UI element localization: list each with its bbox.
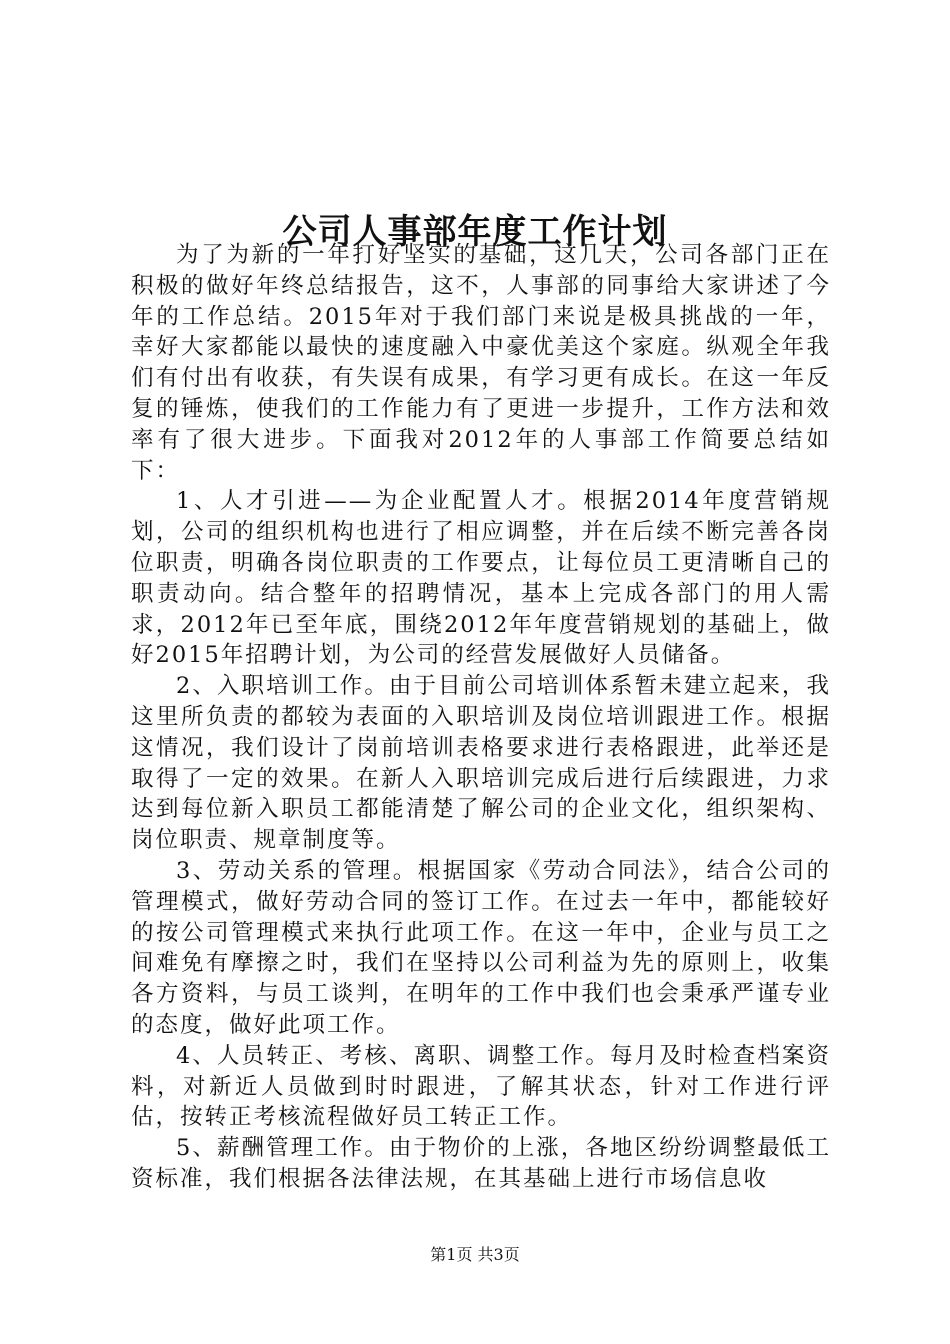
page-number-footer: 第1页 共3页 [430,1245,520,1264]
section-3-labor-relations: 3、劳动关系的管理。根据国家《劳动合同法》，结合公司的管理模式，做好劳动合同的签订工作。在过去一年中，都能较好的按公司管理模式来执行此项工作。在这一年中，企业与员工之间难免有摩擦之时，我们在坚持以公司利益为先的原则上，收集各方资料，与员工谈判，在明年的工作中我们也会秉承严谨专业的态度，做好此项工作。 [131,857,831,1038]
section-1-talent-recruitment: 1、人才引进——为企业配置人才。根据2014年度营销规划，公司的组织机构也进行了相应调整，并在后续不断完善各岗位职责，明确各岗位职责的工作要点，让每位员工更清晰自己的职责动向。结合整年的招聘情况，基本上完成各部门的用人需求，2012年已至年底，围绕2012年年度营销规划的基础上，做好2015年招聘计划，为公司的经营发展做好人员储备。 [131,488,831,669]
section-4-personnel-changes: 4、人员转正、考核、离职、调整工作。每月及时检查档案资料，对新近人员做到时时跟进，了解其状态，针对工作进行评估，按转正考核流程做好员工转正工作。 [131,1042,831,1131]
document-body [131,240,831,1195]
intro-paragraph: 为了为新的一年打好坚实的基础，这几天，公司各部门正在积极的做好年终总结报告，这不，人事部的同事给大家讲述了今年的工作总结。2015年对于我们部门来说是极具挑战的一年，幸好大家都能以最快的速度融入中豪优美这个家庭。纵观全年我们有付出有收获，有失误有成果，有学习更有成长。在这一年反复的锤炼，使我们的工作能力有了更进一步提升，工作方法和效率有了很大进步。下面我对2012年的人事部工作简要总结如下： [131,242,831,484]
section-5-compensation: 5、薪酬管理工作。由于物价的上涨，各地区纷纷调整最低工资标准，我们根据各法律法规，在其基础上进行市场信息收 [131,1135,831,1192]
document-title: 公司人事部年度工作计划 [282,211,668,252]
section-2-onboarding-training: 2、入职培训工作。由于目前公司培训体系暂未建立起来，我这里所负责的都较为表面的入职培训及岗位培训跟进工作。根据这情况，我们设计了岗前培训表格要求进行表格跟进，此举还是取得了一定的效果。在新人入职培训完成后进行后续跟进，力求达到每位新入职员工都能清楚了解公司的企业文化，组织架构、岗位职责、规章制度等。 [131,673,831,854]
